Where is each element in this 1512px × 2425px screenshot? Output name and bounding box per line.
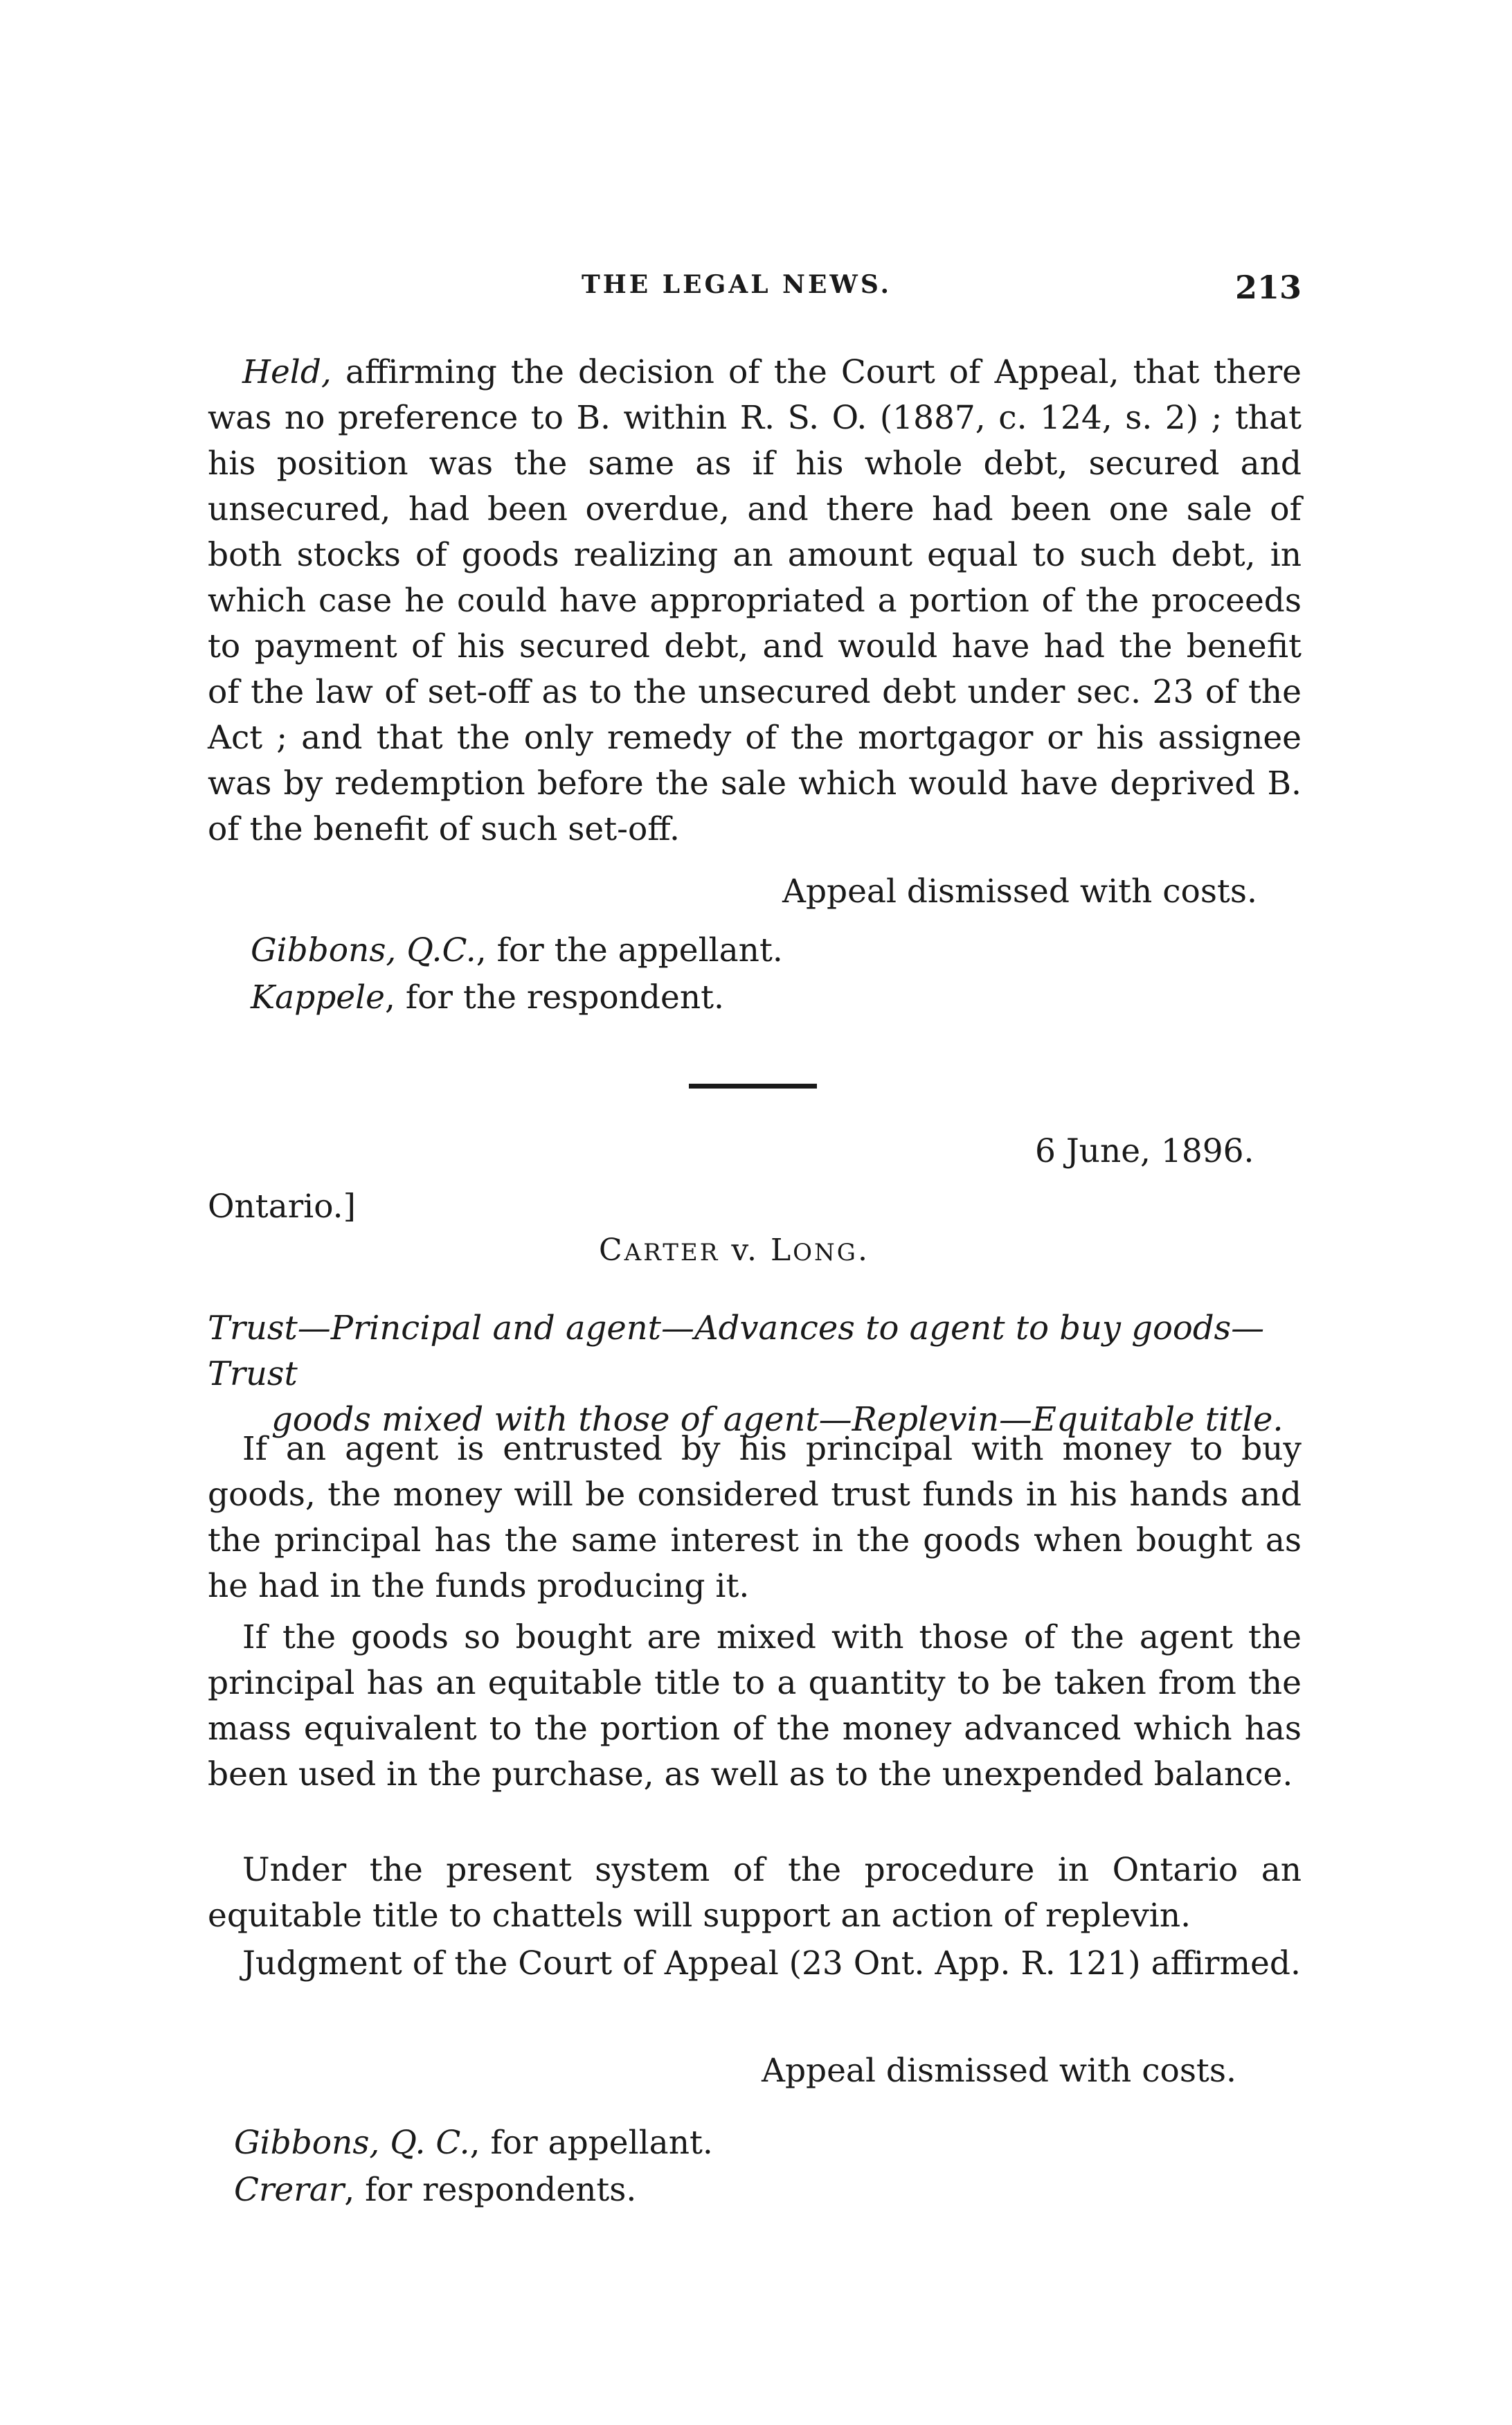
- page-number: 213: [1234, 269, 1302, 306]
- counsel-role: , for the respondent.: [384, 978, 724, 1017]
- case2-paragraph-2: If the goods so bought are mixed with those of the agent the principal has an equitable title to a quantity to be taken from the mass equivalent to the portion of the money advanced which has been used in the purchase, as well as to the unexpended balance.: [208, 1618, 1302, 1793]
- holding-paragraph: [208, 350, 1302, 852]
- counsel-role: , for respondents.: [344, 2171, 637, 2209]
- case2-paragraph-4: Judgment of the Court of Appeal (23 Ont. App. R. 121) affirmed.: [242, 1944, 1301, 1983]
- case2-paragraph-1: If an agent is entrusted by his principal with money to buy goods, the money will be considered trust funds in his hands and the principal has the same interest in the goods when bought as he had in the funds producing it.: [208, 1430, 1302, 1605]
- page-header: [208, 270, 1302, 312]
- running-title: THE LEGAL NEWS.: [582, 270, 892, 299]
- counsel-name: Gibbons, Q. C.: [234, 2124, 470, 2162]
- case2-title: CARTER v. LONG.: [599, 1233, 870, 1268]
- case2-counsel-appellant: [234, 2120, 713, 2166]
- counsel-role: , for the appellant.: [476, 931, 783, 969]
- section-divider: [689, 1084, 817, 1089]
- case2-counsel-respondent: [234, 2167, 636, 2213]
- counsel-name: Kappele: [251, 978, 385, 1017]
- case2-disposition: Appeal dismissed with costs.: [762, 2052, 1236, 2090]
- case1-counsel-respondent: [251, 975, 724, 1021]
- case2-province: Ontario.]: [208, 1188, 356, 1226]
- case2-headnote: [208, 1305, 1302, 1442]
- held-label: Held,: [242, 353, 332, 391]
- case1-disposition: Appeal dismissed with costs.: [782, 873, 1257, 911]
- case2-paragraph-3: Under the present system of the procedure in Ontario an equitable title to chattels will support an action of replevin.: [208, 1851, 1302, 1935]
- held-text: affirming the decision of the Court of Appeal, that there was no preference to B. within R. S. O. (1887, c. 124, s. 2) ; that his position was the same as if his whole debt, secured and unsecured, had been overdue, and there had been one sale of both stocks of goods realizing an amount equal to such debt, in which case he could have appropriated a portion of the proceeds to payment of his secured debt, and would have had the benefit of the law of set-off as to the unsecured debt under sec. 23 of the Act ; and that the only remedy of the mortgagor or his assignee was by redemption before the sale which would have deprived B. of the benefit of such set-off.: [208, 353, 1302, 848]
- headnote-line: goods mixed with those of agent—Replevin—Equitable title.: [271, 1400, 1284, 1439]
- case2-date: 6 June, 1896.: [1035, 1132, 1254, 1170]
- counsel-name: Crerar: [234, 2171, 345, 2209]
- case1-counsel-appellant: [251, 928, 783, 974]
- headnote-line: Trust—Principal and agent—Advances to agent to buy goods—Trust: [208, 1309, 1265, 1393]
- counsel-name: Gibbons, Q.C.: [251, 931, 476, 969]
- counsel-role: , for appellant.: [469, 2124, 713, 2162]
